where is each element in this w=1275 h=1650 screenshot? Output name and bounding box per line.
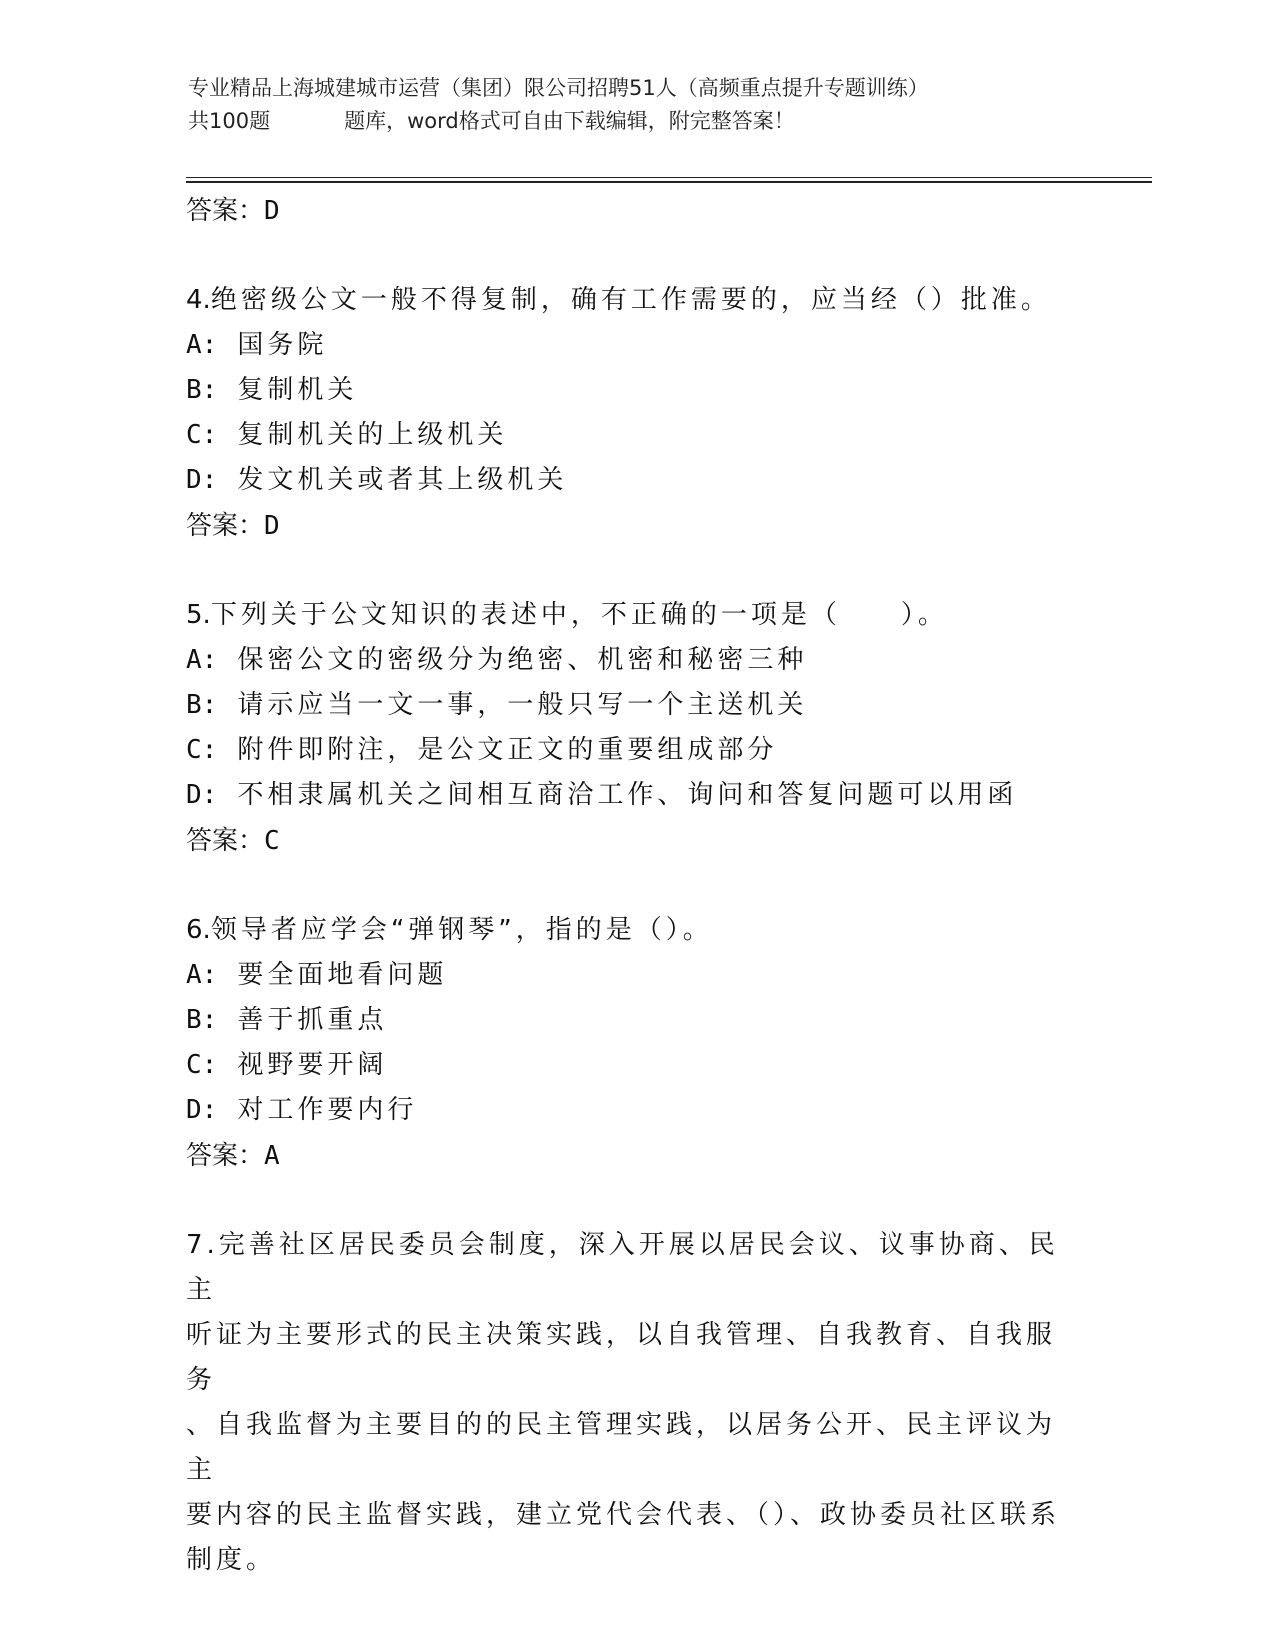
question-stem [186, 278, 1086, 323]
header-title-line: 专业精品上海城建城市运营（集团）限公司招聘51人（高频重点提升专题训练） [188, 76, 929, 100]
option-d [186, 458, 1086, 503]
option-text: 不相隶属机关之间相互商洽工作、询问和答复问题可以用函 [237, 780, 1018, 810]
answer-label: 答案： [186, 1141, 265, 1171]
option-text: 复制机关的上级机关 [237, 420, 508, 450]
question-line: 7.完善社区居民委员会制度，深入开展以居民会议、议事协商、民主 [186, 1230, 1059, 1305]
answer-label: 答案： [186, 826, 265, 856]
option-b [186, 998, 1086, 1043]
question-text: 领导者应学会“弹钢琴”，指的是（）。 [210, 915, 713, 945]
answer [186, 503, 1086, 549]
answer-label: 答案： [186, 511, 265, 541]
question-number: 5. [186, 600, 211, 630]
option-letter: A: [186, 960, 218, 990]
option-a [186, 323, 1086, 368]
question-number: 4. [186, 285, 211, 315]
question-line: 要内容的民主监督实践，建立党代会代表、（）、政协委员社区联系 [186, 1500, 1061, 1530]
option-text: 国务院 [237, 330, 328, 360]
answer-value: A [264, 1141, 280, 1171]
question-stem [186, 908, 1086, 953]
option-c [186, 1043, 1086, 1088]
question-text: 下列关于公文知识的表述中，不正确的一项是（ ）。 [210, 600, 948, 630]
option-text: 视野要开阔 [237, 1050, 388, 1080]
option-letter: C: [186, 1050, 218, 1080]
option-letter: D: [186, 1095, 218, 1125]
answer-value: C [264, 826, 280, 856]
option-letter: C: [186, 735, 218, 765]
option-letter: B: [186, 690, 218, 720]
answer [186, 818, 1086, 864]
option-text: 善于抓重点 [237, 1005, 388, 1035]
option-letter: D: [186, 780, 218, 810]
option-letter: B: [186, 1005, 218, 1035]
question-7 [186, 1223, 1066, 1583]
question-number: 6. [186, 915, 211, 945]
header-rule-thin [186, 177, 1152, 178]
option-b [186, 368, 1086, 413]
option-text: 附件即附注，是公文正文的重要组成部分 [237, 735, 778, 765]
option-text: 对工作要内行 [237, 1095, 418, 1125]
question-line: 制度。 [186, 1545, 277, 1575]
header-description: 题库，word格式可自由下载编辑，附完整答案！ [344, 109, 795, 133]
option-letter: C: [186, 420, 218, 450]
option-text: 保密公文的密级分为绝密、机密和秘密三种 [237, 645, 808, 675]
option-letter: A: [186, 645, 218, 675]
option-d [186, 1088, 1086, 1133]
option-text: 复制机关 [237, 375, 358, 405]
document-body [186, 188, 1086, 1583]
option-d [186, 773, 1086, 818]
header-count: 共100题 [188, 109, 271, 133]
question-text: 绝密级公文一般不得复制，确有工作需要的，应当经（）批准。 [210, 285, 1051, 315]
option-letter: A: [186, 330, 218, 360]
previous-answer [186, 188, 1086, 234]
page-header [188, 72, 1088, 138]
option-text: 要全面地看问题 [237, 960, 448, 990]
option-b [186, 683, 1086, 728]
question-stem [186, 593, 1086, 638]
question-6 [186, 908, 1086, 1179]
header-subtitle-line [188, 105, 1088, 138]
option-c [186, 728, 1086, 773]
answer-value: D [264, 196, 280, 226]
header-rule-thick [186, 181, 1152, 183]
question-4 [186, 278, 1086, 549]
option-text: 发文机关或者其上级机关 [237, 465, 568, 495]
answer-value: D [264, 511, 280, 541]
option-c [186, 413, 1086, 458]
option-a [186, 638, 1086, 683]
option-letter: D: [186, 465, 218, 495]
option-letter: B: [186, 375, 218, 405]
question-5 [186, 593, 1086, 864]
answer [186, 1133, 1086, 1179]
question-line: 听证为主要形式的民主决策实践，以自我管理、自我教育、自我服务 [186, 1320, 1057, 1395]
question-line: 、自我监督为主要目的的民主管理实践，以居务公开、民主评议为主 [186, 1410, 1057, 1485]
option-text: 请示应当一文一事，一般只写一个主送机关 [237, 690, 808, 720]
answer-label: 答案： [186, 196, 265, 226]
option-a [186, 953, 1086, 998]
